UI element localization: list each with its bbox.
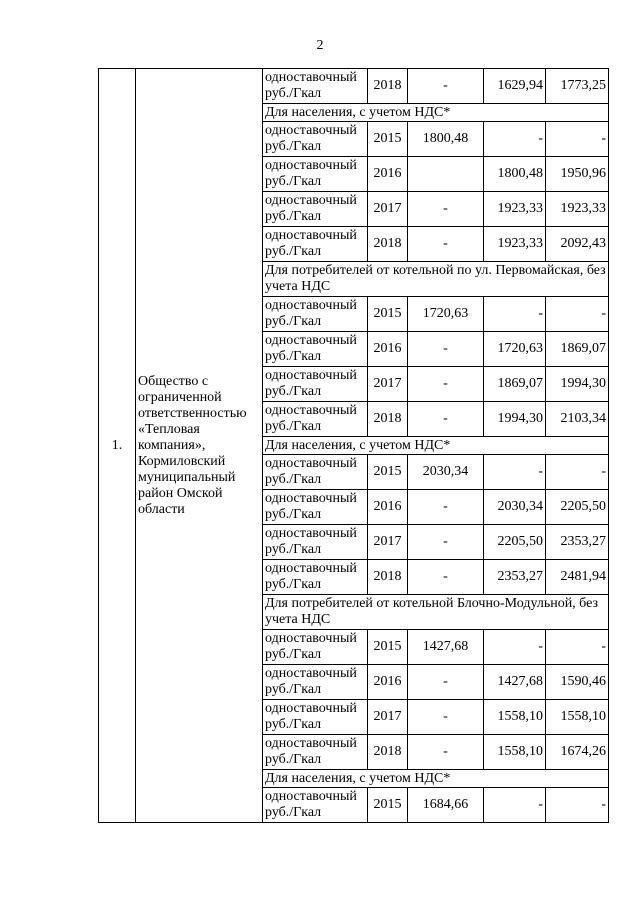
value-cell: 2030,34 <box>408 455 484 490</box>
year-cell: 2017 <box>368 700 408 735</box>
year-cell: 2016 <box>368 332 408 367</box>
section-header: Для населения, с учетом НДС* <box>263 437 609 455</box>
year-cell: 2016 <box>368 157 408 192</box>
value-cell: 1720,63 <box>484 332 546 367</box>
value-cell: - <box>546 297 609 332</box>
year-cell: 2018 <box>368 402 408 437</box>
value-cell: 1773,25 <box>546 69 609 104</box>
tariff-type: одноставочный руб./Гкал <box>263 630 368 665</box>
value-cell: - <box>484 630 546 665</box>
value-cell: - <box>546 788 609 823</box>
tariff-type: одноставочный руб./Гкал <box>263 332 368 367</box>
section-header: Для потребителей от котельной по ул. Первомайская, без учета НДС <box>263 262 609 297</box>
value-cell: 1800,48 <box>484 157 546 192</box>
value-cell: - <box>546 630 609 665</box>
section-header: Для населения, с учетом НДС* <box>263 104 609 122</box>
tariff-type: одноставочный руб./Гкал <box>263 700 368 735</box>
tariff-type: одноставочный руб./Гкал <box>263 788 368 823</box>
value-cell: 2205,50 <box>546 490 609 525</box>
year-cell: 2018 <box>368 560 408 595</box>
tariff-table <box>98 68 609 823</box>
value-cell: 1558,10 <box>484 735 546 770</box>
value-cell <box>408 157 484 192</box>
value-cell: - <box>408 700 484 735</box>
value-cell: 1558,10 <box>484 700 546 735</box>
value-cell: 1994,30 <box>546 367 609 402</box>
year-cell: 2018 <box>368 69 408 104</box>
value-cell: - <box>408 367 484 402</box>
year-cell: 2015 <box>368 630 408 665</box>
value-cell: 2092,43 <box>546 227 609 262</box>
value-cell: - <box>408 227 484 262</box>
value-cell: 2353,27 <box>484 560 546 595</box>
value-cell: 1994,30 <box>484 402 546 437</box>
value-cell: - <box>546 455 609 490</box>
year-cell: 2018 <box>368 227 408 262</box>
value-cell: 2103,34 <box>546 402 609 437</box>
tariff-type: одноставочный руб./Гкал <box>263 227 368 262</box>
value-cell: - <box>408 525 484 560</box>
value-cell: - <box>408 332 484 367</box>
year-cell: 2015 <box>368 788 408 823</box>
value-cell: 1558,10 <box>546 700 609 735</box>
tariff-type: одноставочный руб./Гкал <box>263 560 368 595</box>
tariff-type: одноставочный руб./Гкал <box>263 69 368 104</box>
value-cell: 2481,94 <box>546 560 609 595</box>
year-cell: 2017 <box>368 525 408 560</box>
year-cell: 2015 <box>368 297 408 332</box>
value-cell: 1923,33 <box>484 227 546 262</box>
year-cell: 2017 <box>368 367 408 402</box>
value-cell: 1923,33 <box>484 192 546 227</box>
value-cell: - <box>484 455 546 490</box>
tariff-type: одноставочный руб./Гкал <box>263 525 368 560</box>
year-cell: 2017 <box>368 192 408 227</box>
value-cell: - <box>484 122 546 157</box>
value-cell: - <box>484 297 546 332</box>
value-cell: 1629,94 <box>484 69 546 104</box>
tariff-type: одноставочный руб./Гкал <box>263 157 368 192</box>
value-cell: 1720,63 <box>408 297 484 332</box>
tariff-type: одноставочный руб./Гкал <box>263 297 368 332</box>
tariff-type: одноставочный руб./Гкал <box>263 192 368 227</box>
value-cell: 1869,07 <box>546 332 609 367</box>
value-cell: 1427,68 <box>484 665 546 700</box>
tariff-type: одноставочный руб./Гкал <box>263 367 368 402</box>
value-cell: 1684,66 <box>408 788 484 823</box>
value-cell: - <box>546 122 609 157</box>
value-cell: - <box>408 560 484 595</box>
year-cell: 2016 <box>368 490 408 525</box>
value-cell: - <box>408 192 484 227</box>
tariff-type: одноставочный руб./Гкал <box>263 402 368 437</box>
year-cell: 2015 <box>368 455 408 490</box>
value-cell: - <box>408 735 484 770</box>
value-cell: 1923,33 <box>546 192 609 227</box>
value-cell: - <box>408 69 484 104</box>
tariff-type: одноставочный руб./Гкал <box>263 665 368 700</box>
organization-name: Общество с ограниченной ответственностью «Тепловая компания», Кормиловский муниципальный район Омской области <box>136 69 263 823</box>
value-cell: 1800,48 <box>408 122 484 157</box>
tariff-type: одноставочный руб./Гкал <box>263 455 368 490</box>
value-cell: 2205,50 <box>484 525 546 560</box>
tariff-type: одноставочный руб./Гкал <box>263 735 368 770</box>
value-cell: - <box>408 402 484 437</box>
value-cell: 1590,46 <box>546 665 609 700</box>
section-header: Для потребителей от котельной Блочно-Модульной, без учета НДС <box>263 595 609 630</box>
table-row <box>99 69 609 104</box>
value-cell: - <box>408 665 484 700</box>
value-cell: - <box>484 788 546 823</box>
year-cell: 2016 <box>368 665 408 700</box>
value-cell: 1427,68 <box>408 630 484 665</box>
year-cell: 2018 <box>368 735 408 770</box>
tariff-type: одноставочный руб./Гкал <box>263 122 368 157</box>
section-header: Для населения, с учетом НДС* <box>263 770 609 788</box>
year-cell: 2015 <box>368 122 408 157</box>
value-cell: 2030,34 <box>484 490 546 525</box>
value-cell: - <box>408 490 484 525</box>
value-cell: 1950,96 <box>546 157 609 192</box>
tariff-type: одноставочный руб./Гкал <box>263 490 368 525</box>
page-number: 2 <box>316 38 324 53</box>
value-cell: 1869,07 <box>484 367 546 402</box>
value-cell: 2353,27 <box>546 525 609 560</box>
row-number: 1. <box>99 69 136 823</box>
value-cell: 1674,26 <box>546 735 609 770</box>
